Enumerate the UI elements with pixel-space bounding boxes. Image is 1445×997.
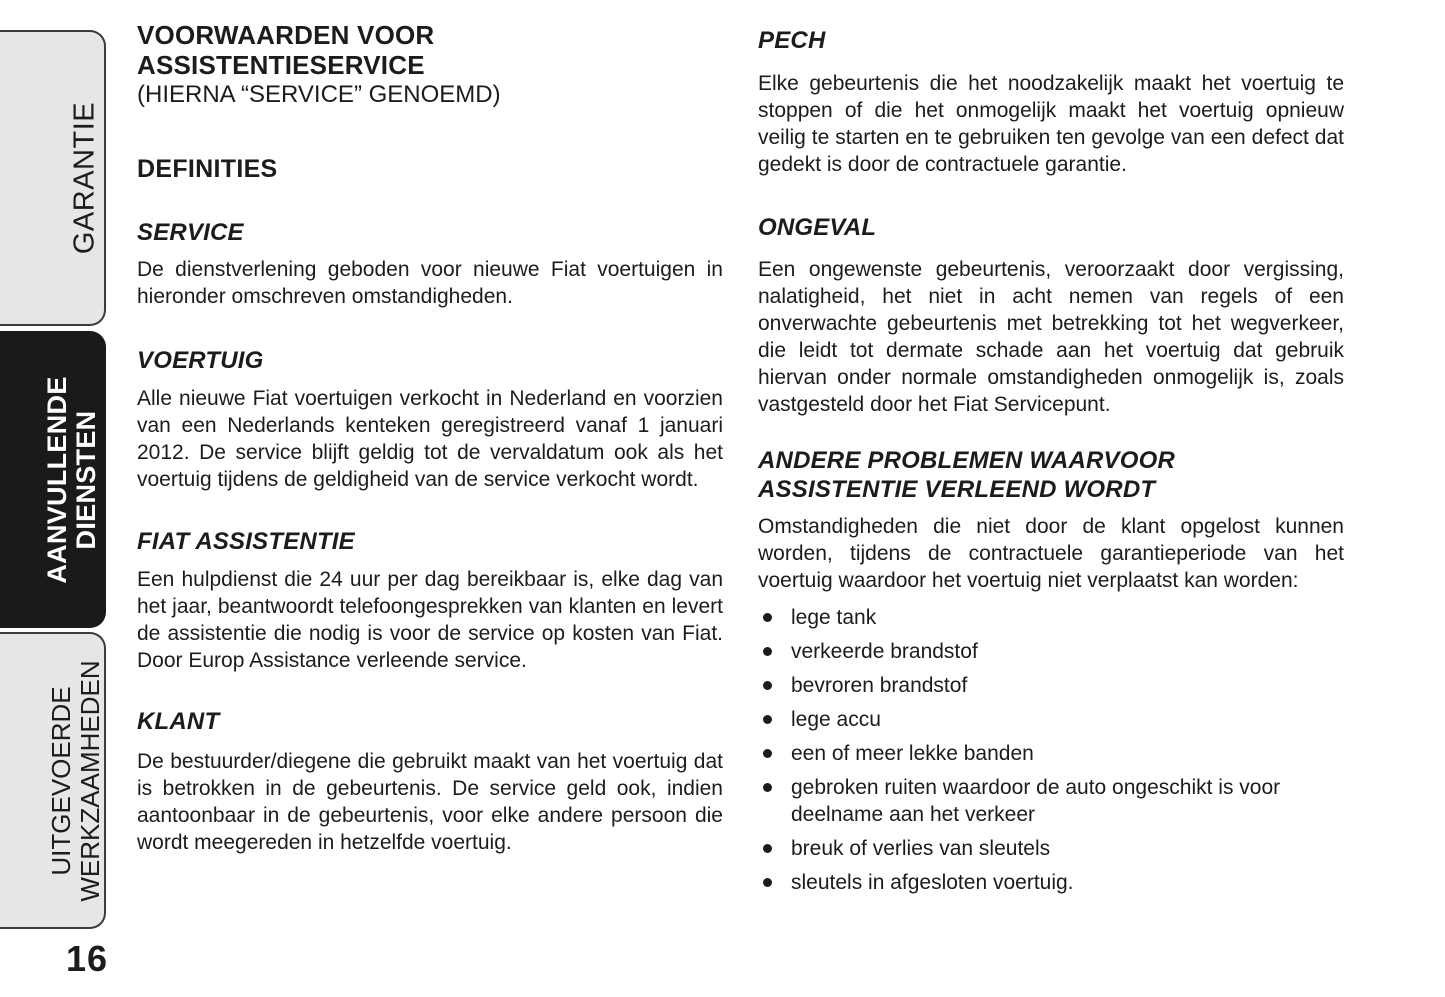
assistance-bullet-list	[758, 604, 1344, 896]
bullet-dot	[763, 681, 772, 690]
page-title	[137, 20, 723, 80]
page-number: 16	[66, 938, 109, 979]
list-item-text: bevroren brandstof	[791, 674, 968, 697]
section-body-andere-problemen: Omstandigheden die niet door de klant opgelost kunnen worden, tijdens de contractuele garantieperiode van het voertuig waardoor het voertuig niet verplaatst kan worden:	[758, 515, 1344, 592]
section-heading-andere-problemen	[758, 446, 1344, 504]
section-body-pech: Elke gebeurtenis die het noodzakelijk maakt het voertuig te stoppen of die het onmogelijk maakt het voertuig opnieuw veilig te starten en te gebruiken ten gevolge van een defect dat gedekt is door de contractuele garantie.	[758, 72, 1344, 176]
page-title-note: (HIERNA “SERVICE” GENOEMD)	[137, 81, 501, 108]
section-heading-klant: KLANT	[137, 708, 220, 735]
section-body-ongeval: Een ongewenste gebeurtenis, veroorzaakt door vergissing, nalatigheid, het niet in acht nemen van regels of een onverwachte gebeurtenis met betrekking tot het wegverkeer, die leidt tot dermate schade aan het voertuig dat gebruik hiervan onder normale omstandigheden onmogelijk is, zoals vastgesteld door het Fiat Servicepunt.	[758, 258, 1344, 416]
tab-label-line: DIENSTEN	[71, 410, 101, 549]
list-item-text: gebroken ruiten waardoor de auto ongeschikt is voor deelname aan het verkeer	[791, 776, 1281, 826]
sidebar-tab-garantie[interactable]	[0, 30, 106, 326]
section-body-klant: De bestuurder/diegene die gebruikt maakt van het voertuig dat is betrokken in de gebeurtenis. De service geld ook, indien aantoonbaar in de gebeurtenis, voor elke andere persoon die wordt meegereden in hetzelfde voertuig.	[137, 750, 723, 854]
list-item-text: sleutels in afgesloten voertuig.	[791, 871, 1074, 894]
bullet-dot	[763, 613, 772, 622]
list-item-text: lege tank	[791, 606, 877, 629]
section-heading-voertuig: VOERTUIG	[137, 347, 264, 374]
list-item	[758, 740, 1344, 767]
list-item	[758, 672, 1344, 699]
section-body-voertuig: Alle nieuwe Fiat voertuigen verkocht in Nederland en voorzien van een Nederlands kenteken geregistreerd vanaf 1 januari 2012. De service blijft geldig tot de vervaldatum ook als het voertuig tijdens de geldigheid van de service verkocht wordt.	[137, 387, 723, 491]
definities-heading: DEFINITIES	[137, 155, 278, 183]
list-item	[758, 869, 1344, 896]
sidebar-tab-uitgevoerde-werkzaamheden[interactable]	[0, 632, 106, 929]
tab-label-line: AANVULLENDE	[42, 375, 72, 584]
section-heading-pech: PECH	[758, 27, 826, 54]
list-item-text: breuk of verlies van sleutels	[791, 837, 1051, 860]
bullet-dot	[763, 647, 772, 656]
section-heading-line: ASSISTENTIE VERLEEND WORDT	[758, 476, 1156, 503]
sidebar-tab-garantie-label	[68, 101, 101, 255]
sidebar-tab-uitgevoerde-werkzaamheden-label	[47, 660, 105, 901]
list-item	[758, 706, 1344, 733]
bullet-dot	[763, 844, 772, 853]
right-column	[758, 0, 1344, 903]
bullet-dot	[763, 878, 772, 887]
sidebar-tab-aanvullende-diensten[interactable]	[0, 331, 106, 628]
bullet-dot	[763, 783, 772, 792]
list-item-text: verkeerde brandstof	[791, 640, 978, 663]
bullet-dot	[763, 749, 772, 758]
section-heading-ongeval: ONGEVAL	[758, 214, 877, 241]
page-title-line: ASSISTENTIESERVICE	[137, 50, 425, 80]
list-item	[758, 604, 1344, 631]
tab-label-line: UITGEVOERDE	[46, 685, 76, 876]
list-item	[758, 774, 1344, 828]
page-title-line: VOORWAARDEN VOOR	[137, 20, 435, 50]
section-body-service: De dienstverlening geboden voor nieuwe Fiat voertuigen in hieronder omschreven omstandigheden.	[137, 258, 723, 308]
list-item	[758, 835, 1344, 862]
left-column	[137, 0, 723, 856]
list-item-text: lege accu	[791, 708, 881, 731]
section-heading-service: SERVICE	[137, 219, 244, 246]
section-heading-fiat-assistentie: FIAT ASSISTENTIE	[137, 528, 355, 555]
tab-label-line: GARANTIE	[68, 101, 101, 255]
tab-label-line: WERKZAAMHEDEN	[75, 659, 105, 902]
bullet-dot	[763, 715, 772, 724]
list-item-text: een of meer lekke banden	[791, 742, 1034, 765]
section-heading-line: ANDERE PROBLEMEN WAARVOOR	[758, 447, 1176, 474]
section-body-fiat-assistentie: Een hulpdienst die 24 uur per dag bereikbaar is, elke dag van het jaar, beantwoordt telefoongesprekken van klanten en levert de assistentie die nodig is voor de service op kosten van Fiat. Door Europ Assistance verleende service.	[137, 568, 723, 672]
sidebar-tab-aanvullende-diensten-label	[43, 376, 101, 583]
list-item	[758, 638, 1344, 665]
